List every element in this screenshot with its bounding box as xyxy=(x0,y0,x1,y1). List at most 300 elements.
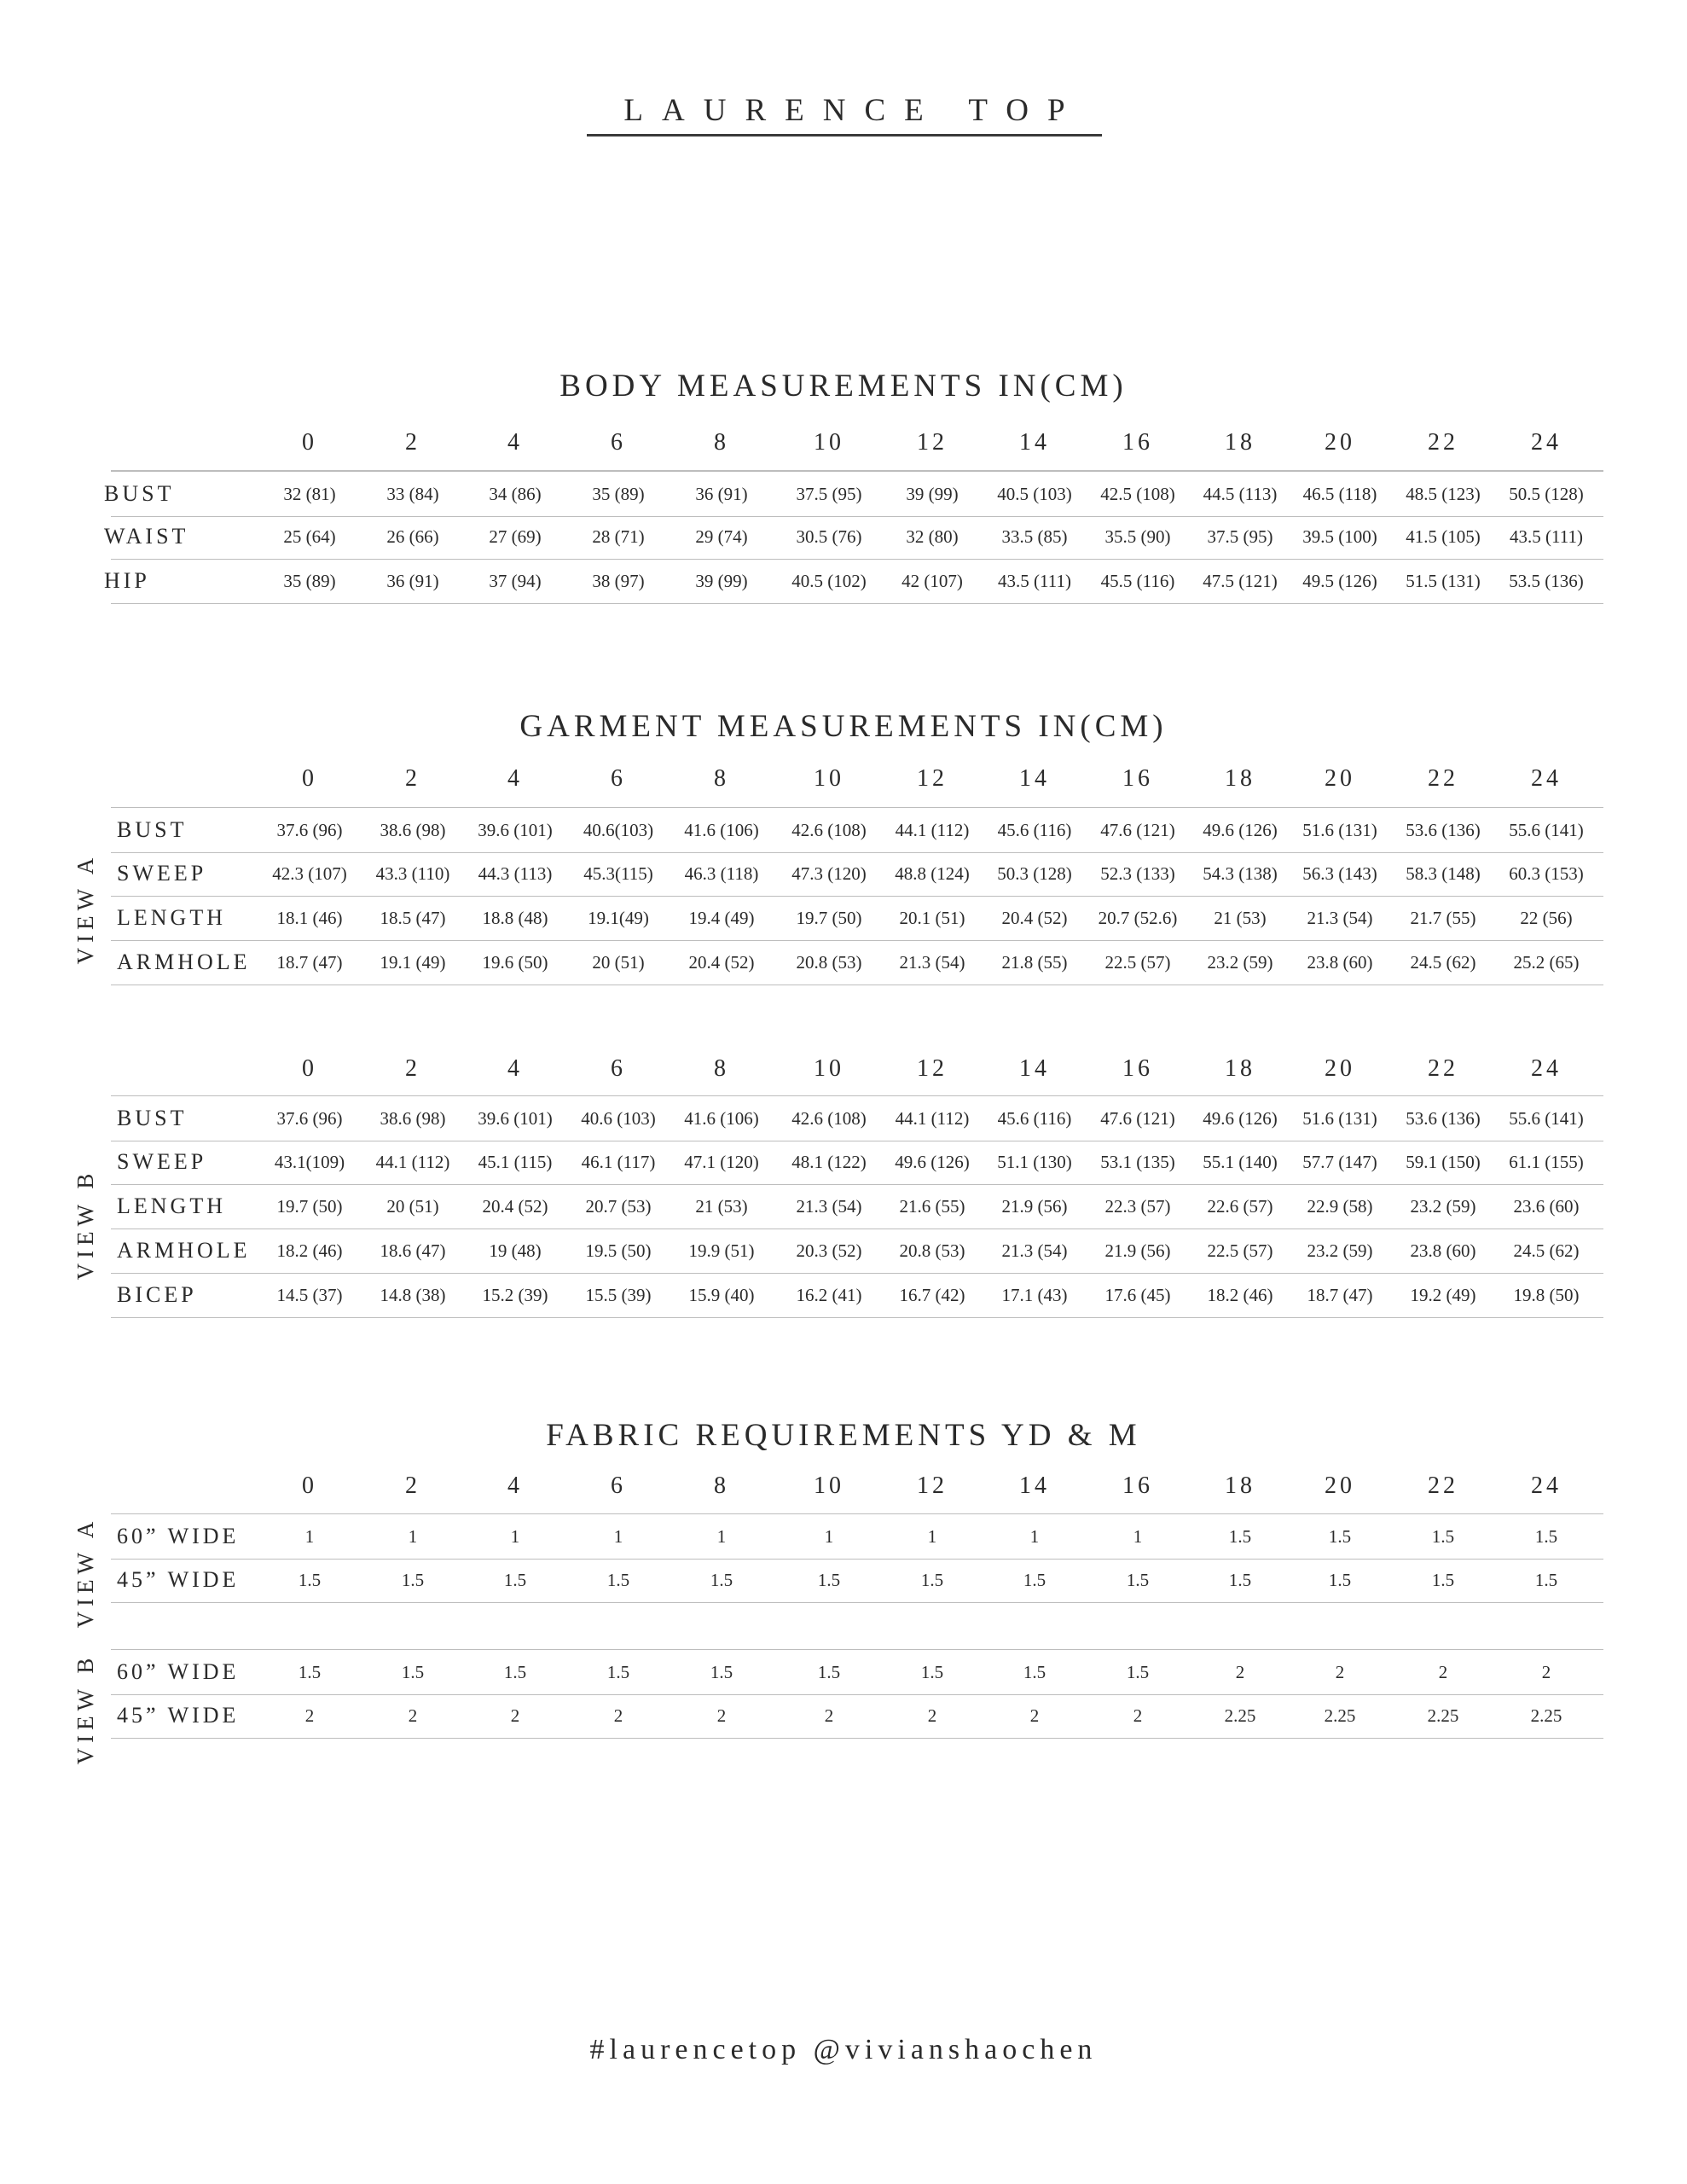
size-header-cell: 8 xyxy=(714,765,729,792)
table-cell: 15.5 (39) xyxy=(585,1285,652,1305)
size-header-cell: 0 xyxy=(302,765,317,792)
table-cell: 21.3 (54) xyxy=(899,952,965,973)
table-cell: 1.5 xyxy=(1023,1662,1046,1682)
table-cell: 25 (64) xyxy=(283,526,336,547)
size-header-cell: 4 xyxy=(507,765,523,792)
table-cell: 45.1 (115) xyxy=(478,1152,553,1172)
table-cell: 49.6 (126) xyxy=(1203,820,1278,840)
row-label: BICEP xyxy=(117,1282,197,1307)
size-header-cell: 14 xyxy=(1019,1472,1050,1499)
size-header-cell: 2 xyxy=(405,429,420,456)
table-cell: 19 (48) xyxy=(489,1240,542,1261)
table-cell: 40.6(103) xyxy=(583,820,654,840)
table-cell: 43.1(109) xyxy=(274,1152,345,1172)
table-cell: 1.5 xyxy=(817,1570,841,1590)
table-cell: 14.5 (37) xyxy=(276,1285,343,1305)
table-row xyxy=(111,1095,1603,1141)
table-cell: 44.1 (112) xyxy=(895,820,970,840)
size-header-cell: 8 xyxy=(714,1055,729,1082)
table-cell: 42.6 (108) xyxy=(791,1108,867,1129)
table-cell: 1.5 xyxy=(1431,1570,1455,1590)
table-cell: 38 (97) xyxy=(592,571,645,591)
table-cell: 2.25 xyxy=(1530,1705,1562,1726)
table-cell: 2 xyxy=(927,1705,937,1726)
size-header-cell: 0 xyxy=(302,1055,317,1082)
table-cell: 1.5 xyxy=(1534,1570,1558,1590)
table-cell: 42.5 (108) xyxy=(1100,484,1175,504)
table-cell: 35 (89) xyxy=(592,484,645,504)
size-header-cell: 14 xyxy=(1019,765,1050,792)
size-header-cell: 22 xyxy=(1428,765,1458,792)
table-cell: 21.6 (55) xyxy=(899,1196,965,1217)
table-cell: 26 (66) xyxy=(386,526,439,547)
size-header-cell: 16 xyxy=(1122,1055,1153,1082)
table-cell: 23.8 (60) xyxy=(1410,1240,1476,1261)
table-cell: 52.3 (133) xyxy=(1100,863,1175,884)
table-cell: 23.6 (60) xyxy=(1513,1196,1580,1217)
table-cell: 18.8 (48) xyxy=(482,908,548,928)
table-cell: 1.5 xyxy=(503,1570,527,1590)
table-cell: 45.3(115) xyxy=(583,863,653,884)
table-cell: 39.6 (101) xyxy=(478,820,553,840)
size-header-cell: 16 xyxy=(1122,1472,1153,1499)
garment-measurements-title: GARMENT MEASUREMENTS IN(CM) xyxy=(519,709,1168,744)
table-cell: 18.5 (47) xyxy=(380,908,446,928)
size-header-cell: 24 xyxy=(1531,429,1562,456)
table-cell: 1 xyxy=(1133,1526,1143,1547)
size-header-cell: 12 xyxy=(917,1472,948,1499)
row-label: 45” WIDE xyxy=(117,1567,240,1592)
table-cell: 1.5 xyxy=(920,1570,944,1590)
table-row xyxy=(111,1140,1603,1185)
row-label: ARMHOLE xyxy=(117,950,251,974)
size-header-cell: 6 xyxy=(611,429,626,456)
table-cell: 22 (56) xyxy=(1520,908,1573,928)
title-underline xyxy=(587,134,1102,136)
table-cell: 53.1 (135) xyxy=(1100,1152,1175,1172)
table-cell: 17.1 (43) xyxy=(1001,1285,1068,1305)
table-cell: 19.2 (49) xyxy=(1410,1285,1476,1305)
table-cell: 22.6 (57) xyxy=(1207,1196,1273,1217)
footer-hashtags: #laurencetop @vivianshaochen xyxy=(589,2034,1098,2065)
table-cell: 56.3 (143) xyxy=(1302,863,1377,884)
table-cell: 44.5 (113) xyxy=(1203,484,1278,504)
fabric-view-a-label: VIEW A xyxy=(72,1516,98,1629)
table-row xyxy=(111,1513,1603,1560)
table-cell: 54.3 (138) xyxy=(1203,863,1278,884)
table-cell: 23.2 (59) xyxy=(1207,952,1273,973)
table-cell: 48.8 (124) xyxy=(895,863,970,884)
table-cell: 19.9 (51) xyxy=(688,1240,755,1261)
row-label: 60” WIDE xyxy=(117,1659,240,1684)
table-cell: 21 (53) xyxy=(695,1196,748,1217)
size-header-cell: 24 xyxy=(1531,1472,1562,1499)
size-header-cell: 2 xyxy=(405,1472,420,1499)
table-cell: 55.6 (141) xyxy=(1509,820,1584,840)
table-cell: 18.7 (47) xyxy=(276,952,343,973)
table-row xyxy=(111,1693,1603,1739)
table-cell: 19.4 (49) xyxy=(688,908,755,928)
size-header-cell: 14 xyxy=(1019,1055,1050,1082)
table-cell: 14.8 (38) xyxy=(380,1285,446,1305)
table-row xyxy=(111,851,1603,897)
size-header-cell: 4 xyxy=(507,1472,523,1499)
table-cell: 45.6 (116) xyxy=(997,1108,1072,1129)
table-cell: 61.1 (155) xyxy=(1509,1152,1584,1172)
row-label: HIP xyxy=(104,568,150,593)
table-cell: 2 xyxy=(613,1705,623,1726)
table-cell: 21.3 (54) xyxy=(796,1196,862,1217)
table-cell: 37.5 (95) xyxy=(1207,526,1273,547)
table-cell: 2 xyxy=(1541,1662,1551,1682)
table-cell: 53.6 (136) xyxy=(1406,1108,1481,1129)
table-cell: 1 xyxy=(510,1526,520,1547)
table-cell: 18.7 (47) xyxy=(1307,1285,1373,1305)
table-cell: 19.1 (49) xyxy=(380,952,446,973)
table-cell: 15.2 (39) xyxy=(482,1285,548,1305)
table-cell: 41.6 (106) xyxy=(684,820,759,840)
table-cell: 2 xyxy=(1029,1705,1040,1726)
table-cell: 1.5 xyxy=(1228,1570,1252,1590)
size-header-cell: 20 xyxy=(1325,429,1355,456)
table-cell: 1 xyxy=(613,1526,623,1547)
size-header-cell: 18 xyxy=(1225,1055,1255,1082)
size-header-cell: 10 xyxy=(814,765,844,792)
garment-view-a-label: VIEW A xyxy=(72,852,98,965)
table-cell: 19.1(49) xyxy=(588,908,649,928)
table-cell: 22.3 (57) xyxy=(1104,1196,1171,1217)
table-cell: 48.1 (122) xyxy=(791,1152,867,1172)
table-cell: 21.3 (54) xyxy=(1001,1240,1068,1261)
table-cell: 1.5 xyxy=(1534,1526,1558,1547)
table-cell: 2 xyxy=(1335,1662,1345,1682)
table-cell: 24.5 (62) xyxy=(1410,952,1476,973)
table-cell: 51.6 (131) xyxy=(1302,1108,1377,1129)
size-header-cell: 16 xyxy=(1122,765,1153,792)
size-header-cell: 18 xyxy=(1225,1472,1255,1499)
table-cell: 50.3 (128) xyxy=(997,863,1072,884)
table-cell: 38.6 (98) xyxy=(380,1108,446,1129)
size-header-cell: 16 xyxy=(1122,429,1153,456)
table-cell: 16.2 (41) xyxy=(796,1285,862,1305)
table-cell: 20.1 (51) xyxy=(899,908,965,928)
size-header-cell: 6 xyxy=(611,1055,626,1082)
table-cell: 2 xyxy=(824,1705,834,1726)
table-cell: 40.5 (103) xyxy=(997,484,1072,504)
table-cell: 29 (74) xyxy=(695,526,748,547)
table-cell: 24.5 (62) xyxy=(1513,1240,1580,1261)
table-cell: 1.5 xyxy=(1126,1570,1150,1590)
table-cell: 1.5 xyxy=(1431,1526,1455,1547)
row-label: 60” WIDE xyxy=(117,1524,240,1548)
table-cell: 51.6 (131) xyxy=(1302,820,1377,840)
table-cell: 21.7 (55) xyxy=(1410,908,1476,928)
table-cell: 43.5 (111) xyxy=(1510,526,1583,547)
size-header-cell: 20 xyxy=(1325,1472,1355,1499)
table-row xyxy=(111,1649,1603,1695)
table-cell: 30.5 (76) xyxy=(796,526,862,547)
table-cell: 25.2 (65) xyxy=(1513,952,1580,973)
table-cell: 35.5 (90) xyxy=(1104,526,1171,547)
row-label: BUST xyxy=(117,817,188,842)
fabric-view-b-label: VIEW B xyxy=(72,1653,98,1765)
row-label: LENGTH xyxy=(117,1194,226,1218)
size-header-cell: 12 xyxy=(917,429,948,456)
table-cell: 45.6 (116) xyxy=(997,820,1072,840)
size-header-cell: 6 xyxy=(611,765,626,792)
table-cell: 2.25 xyxy=(1427,1705,1459,1726)
table-cell: 46.5 (118) xyxy=(1302,484,1377,504)
table-cell: 57.7 (147) xyxy=(1302,1152,1377,1172)
table-cell: 20.4 (52) xyxy=(482,1196,548,1217)
table-cell: 27 (69) xyxy=(489,526,542,547)
table-cell: 15.9 (40) xyxy=(688,1285,755,1305)
table-row xyxy=(104,514,1603,560)
table-cell: 2 xyxy=(304,1705,315,1726)
table-cell: 51.1 (130) xyxy=(997,1152,1072,1172)
table-cell: 39 (99) xyxy=(906,484,959,504)
size-header-cell: 10 xyxy=(814,429,844,456)
table-cell: 53.6 (136) xyxy=(1406,820,1481,840)
size-header-cell: 0 xyxy=(302,429,317,456)
table-cell: 1.5 xyxy=(298,1662,322,1682)
table-cell: 20 (51) xyxy=(592,952,645,973)
table-cell: 35 (89) xyxy=(283,571,336,591)
size-header-cell: 18 xyxy=(1225,429,1255,456)
size-header-cell: 20 xyxy=(1325,765,1355,792)
table-cell: 1 xyxy=(304,1526,315,1547)
table-cell: 55.6 (141) xyxy=(1509,1108,1584,1129)
table-cell: 45.5 (116) xyxy=(1100,571,1175,591)
size-header-cell: 2 xyxy=(405,1055,420,1082)
table-cell: 1.5 xyxy=(298,1570,322,1590)
table-cell: 43.5 (111) xyxy=(998,571,1071,591)
table-cell: 23.8 (60) xyxy=(1307,952,1373,973)
table-cell: 37.6 (96) xyxy=(276,1108,343,1129)
table-cell: 32 (80) xyxy=(906,526,959,547)
table-cell: 20.4 (52) xyxy=(688,952,755,973)
table-row xyxy=(104,470,1603,517)
table-cell: 1.5 xyxy=(606,1662,630,1682)
table-cell: 1.5 xyxy=(817,1662,841,1682)
size-header-cell: 4 xyxy=(507,429,523,456)
table-cell: 41.6 (106) xyxy=(684,1108,759,1129)
table-cell: 20.3 (52) xyxy=(796,1240,862,1261)
table-cell: 47.3 (120) xyxy=(791,863,867,884)
size-header-cell: 12 xyxy=(917,765,948,792)
table-cell: 18.1 (46) xyxy=(276,908,343,928)
table-cell: 1 xyxy=(716,1526,727,1547)
table-cell: 21.3 (54) xyxy=(1307,908,1373,928)
table-cell: 44.1 (112) xyxy=(895,1108,970,1129)
size-header-cell: 18 xyxy=(1225,765,1255,792)
table-cell: 19.7 (50) xyxy=(796,908,862,928)
table-cell: 37.5 (95) xyxy=(796,484,862,504)
table-cell: 2 xyxy=(1133,1705,1143,1726)
table-cell: 28 (71) xyxy=(592,526,645,547)
table-cell: 58.3 (148) xyxy=(1406,863,1481,884)
garment-view-a-size-header xyxy=(0,762,1687,796)
table-cell: 42 (107) xyxy=(901,571,963,591)
table-cell: 19.6 (50) xyxy=(482,952,548,973)
page-title: LAURENCE TOP xyxy=(623,93,1084,128)
size-header-cell: 14 xyxy=(1019,429,1050,456)
table-cell: 1 xyxy=(1029,1526,1040,1547)
table-cell: 16.7 (42) xyxy=(899,1285,965,1305)
row-label: BUST xyxy=(117,1106,188,1130)
table-cell: 1.5 xyxy=(1228,1526,1252,1547)
table-row xyxy=(111,1558,1603,1603)
table-cell: 46.3 (118) xyxy=(684,863,759,884)
table-cell: 1.5 xyxy=(1328,1570,1352,1590)
table-cell: 19.5 (50) xyxy=(585,1240,652,1261)
table-cell: 1.5 xyxy=(1023,1570,1046,1590)
table-cell: 20 (51) xyxy=(386,1196,439,1217)
table-cell: 47.1 (120) xyxy=(684,1152,759,1172)
size-header-cell: 12 xyxy=(917,1055,948,1082)
table-cell: 21.9 (56) xyxy=(1001,1196,1068,1217)
table-cell: 2 xyxy=(408,1705,418,1726)
row-label: SWEEP xyxy=(117,861,207,886)
size-header-cell: 10 xyxy=(814,1055,844,1082)
table-cell: 48.5 (123) xyxy=(1406,484,1481,504)
table-cell: 37 (94) xyxy=(489,571,542,591)
table-cell: 1 xyxy=(408,1526,418,1547)
table-cell: 49.6 (126) xyxy=(1203,1108,1278,1129)
table-cell: 49.6 (126) xyxy=(895,1152,970,1172)
body-measurements-title: BODY MEASUREMENTS IN(CM) xyxy=(559,369,1128,404)
table-cell: 49.5 (126) xyxy=(1302,571,1377,591)
table-cell: 17.6 (45) xyxy=(1104,1285,1171,1305)
table-cell: 1.5 xyxy=(401,1570,425,1590)
table-cell: 20.7 (52.6) xyxy=(1098,908,1178,928)
body-size-header xyxy=(0,426,1687,460)
table-cell: 32 (81) xyxy=(283,484,336,504)
table-cell: 34 (86) xyxy=(489,484,542,504)
table-cell: 20.8 (53) xyxy=(796,952,862,973)
table-cell: 39.5 (100) xyxy=(1302,526,1377,547)
table-cell: 39 (99) xyxy=(695,571,748,591)
table-row xyxy=(111,896,1603,941)
garment-view-b-size-header xyxy=(0,1052,1687,1086)
row-label: WAIST xyxy=(104,524,189,549)
row-label: 45” WIDE xyxy=(117,1703,240,1728)
table-cell: 33 (84) xyxy=(386,484,439,504)
table-cell: 1.5 xyxy=(710,1662,733,1682)
table-cell: 1.5 xyxy=(606,1570,630,1590)
table-cell: 1.5 xyxy=(920,1662,944,1682)
size-header-cell: 22 xyxy=(1428,429,1458,456)
size-header-cell: 0 xyxy=(302,1472,317,1499)
table-cell: 22.5 (57) xyxy=(1104,952,1171,973)
size-header-cell: 8 xyxy=(714,1472,729,1499)
table-cell: 37.6 (96) xyxy=(276,820,343,840)
row-label: BUST xyxy=(104,481,175,506)
table-cell: 36 (91) xyxy=(695,484,748,504)
table-cell: 2 xyxy=(510,1705,520,1726)
table-cell: 1.5 xyxy=(1126,1662,1150,1682)
fabric-size-header xyxy=(0,1469,1687,1503)
table-row xyxy=(111,1184,1603,1229)
table-cell: 40.5 (102) xyxy=(791,571,867,591)
table-cell: 38.6 (98) xyxy=(380,820,446,840)
table-cell: 20.7 (53) xyxy=(585,1196,652,1217)
table-cell: 39.6 (101) xyxy=(478,1108,553,1129)
table-cell: 47.5 (121) xyxy=(1203,571,1278,591)
row-label: LENGTH xyxy=(117,905,226,930)
size-header-cell: 20 xyxy=(1325,1055,1355,1082)
table-cell: 60.3 (153) xyxy=(1509,863,1584,884)
table-cell: 1.5 xyxy=(503,1662,527,1682)
size-header-cell: 6 xyxy=(611,1472,626,1499)
size-header-cell: 10 xyxy=(814,1472,844,1499)
table-cell: 1 xyxy=(927,1526,937,1547)
table-cell: 18.6 (47) xyxy=(380,1240,446,1261)
table-cell: 51.5 (131) xyxy=(1406,571,1481,591)
table-cell: 1.5 xyxy=(710,1570,733,1590)
table-cell: 44.1 (112) xyxy=(375,1152,450,1172)
table-cell: 23.2 (59) xyxy=(1307,1240,1373,1261)
table-cell: 20.8 (53) xyxy=(899,1240,965,1261)
table-cell: 2 xyxy=(716,1705,727,1726)
table-cell: 59.1 (150) xyxy=(1406,1152,1481,1172)
table-cell: 40.6 (103) xyxy=(581,1108,656,1129)
size-header-cell: 22 xyxy=(1428,1472,1458,1499)
table-cell: 22.9 (58) xyxy=(1307,1196,1373,1217)
size-header-cell: 4 xyxy=(507,1055,523,1082)
row-label: ARMHOLE xyxy=(117,1238,251,1263)
table-row xyxy=(111,1273,1603,1318)
table-cell: 1.5 xyxy=(1328,1526,1352,1547)
table-cell: 42.3 (107) xyxy=(272,863,347,884)
table-cell: 21.8 (55) xyxy=(1001,952,1068,973)
table-cell: 55.1 (140) xyxy=(1203,1152,1278,1172)
table-cell: 47.6 (121) xyxy=(1100,820,1175,840)
table-cell: 41.5 (105) xyxy=(1406,526,1481,547)
garment-view-b-label: VIEW B xyxy=(72,1168,98,1281)
size-header-cell: 8 xyxy=(714,429,729,456)
table-cell: 47.6 (121) xyxy=(1100,1108,1175,1129)
table-row xyxy=(104,559,1603,604)
table-row xyxy=(111,807,1603,853)
table-cell: 18.2 (46) xyxy=(1207,1285,1273,1305)
table-row xyxy=(111,1228,1603,1274)
table-cell: 18.2 (46) xyxy=(276,1240,343,1261)
table-cell: 21 (53) xyxy=(1214,908,1267,928)
size-header-cell: 22 xyxy=(1428,1055,1458,1082)
table-cell: 1 xyxy=(824,1526,834,1547)
table-cell: 50.5 (128) xyxy=(1509,484,1584,504)
table-cell: 2 xyxy=(1438,1662,1448,1682)
table-cell: 21.9 (56) xyxy=(1104,1240,1171,1261)
table-cell: 22.5 (57) xyxy=(1207,1240,1273,1261)
table-cell: 1.5 xyxy=(401,1662,425,1682)
table-cell: 23.2 (59) xyxy=(1410,1196,1476,1217)
row-label: SWEEP xyxy=(117,1149,207,1174)
table-cell: 53.5 (136) xyxy=(1509,571,1584,591)
table-cell: 19.8 (50) xyxy=(1513,1285,1580,1305)
table-cell: 19.7 (50) xyxy=(276,1196,343,1217)
table-row xyxy=(111,940,1603,985)
table-cell: 46.1 (117) xyxy=(581,1152,656,1172)
table-cell: 33.5 (85) xyxy=(1001,526,1068,547)
fabric-requirements-title: FABRIC REQUIREMENTS YD & M xyxy=(546,1418,1141,1453)
table-cell: 2.25 xyxy=(1224,1705,1256,1726)
table-cell: 20.4 (52) xyxy=(1001,908,1068,928)
table-cell: 43.3 (110) xyxy=(375,863,450,884)
table-cell: 36 (91) xyxy=(386,571,439,591)
table-cell: 42.6 (108) xyxy=(791,820,867,840)
